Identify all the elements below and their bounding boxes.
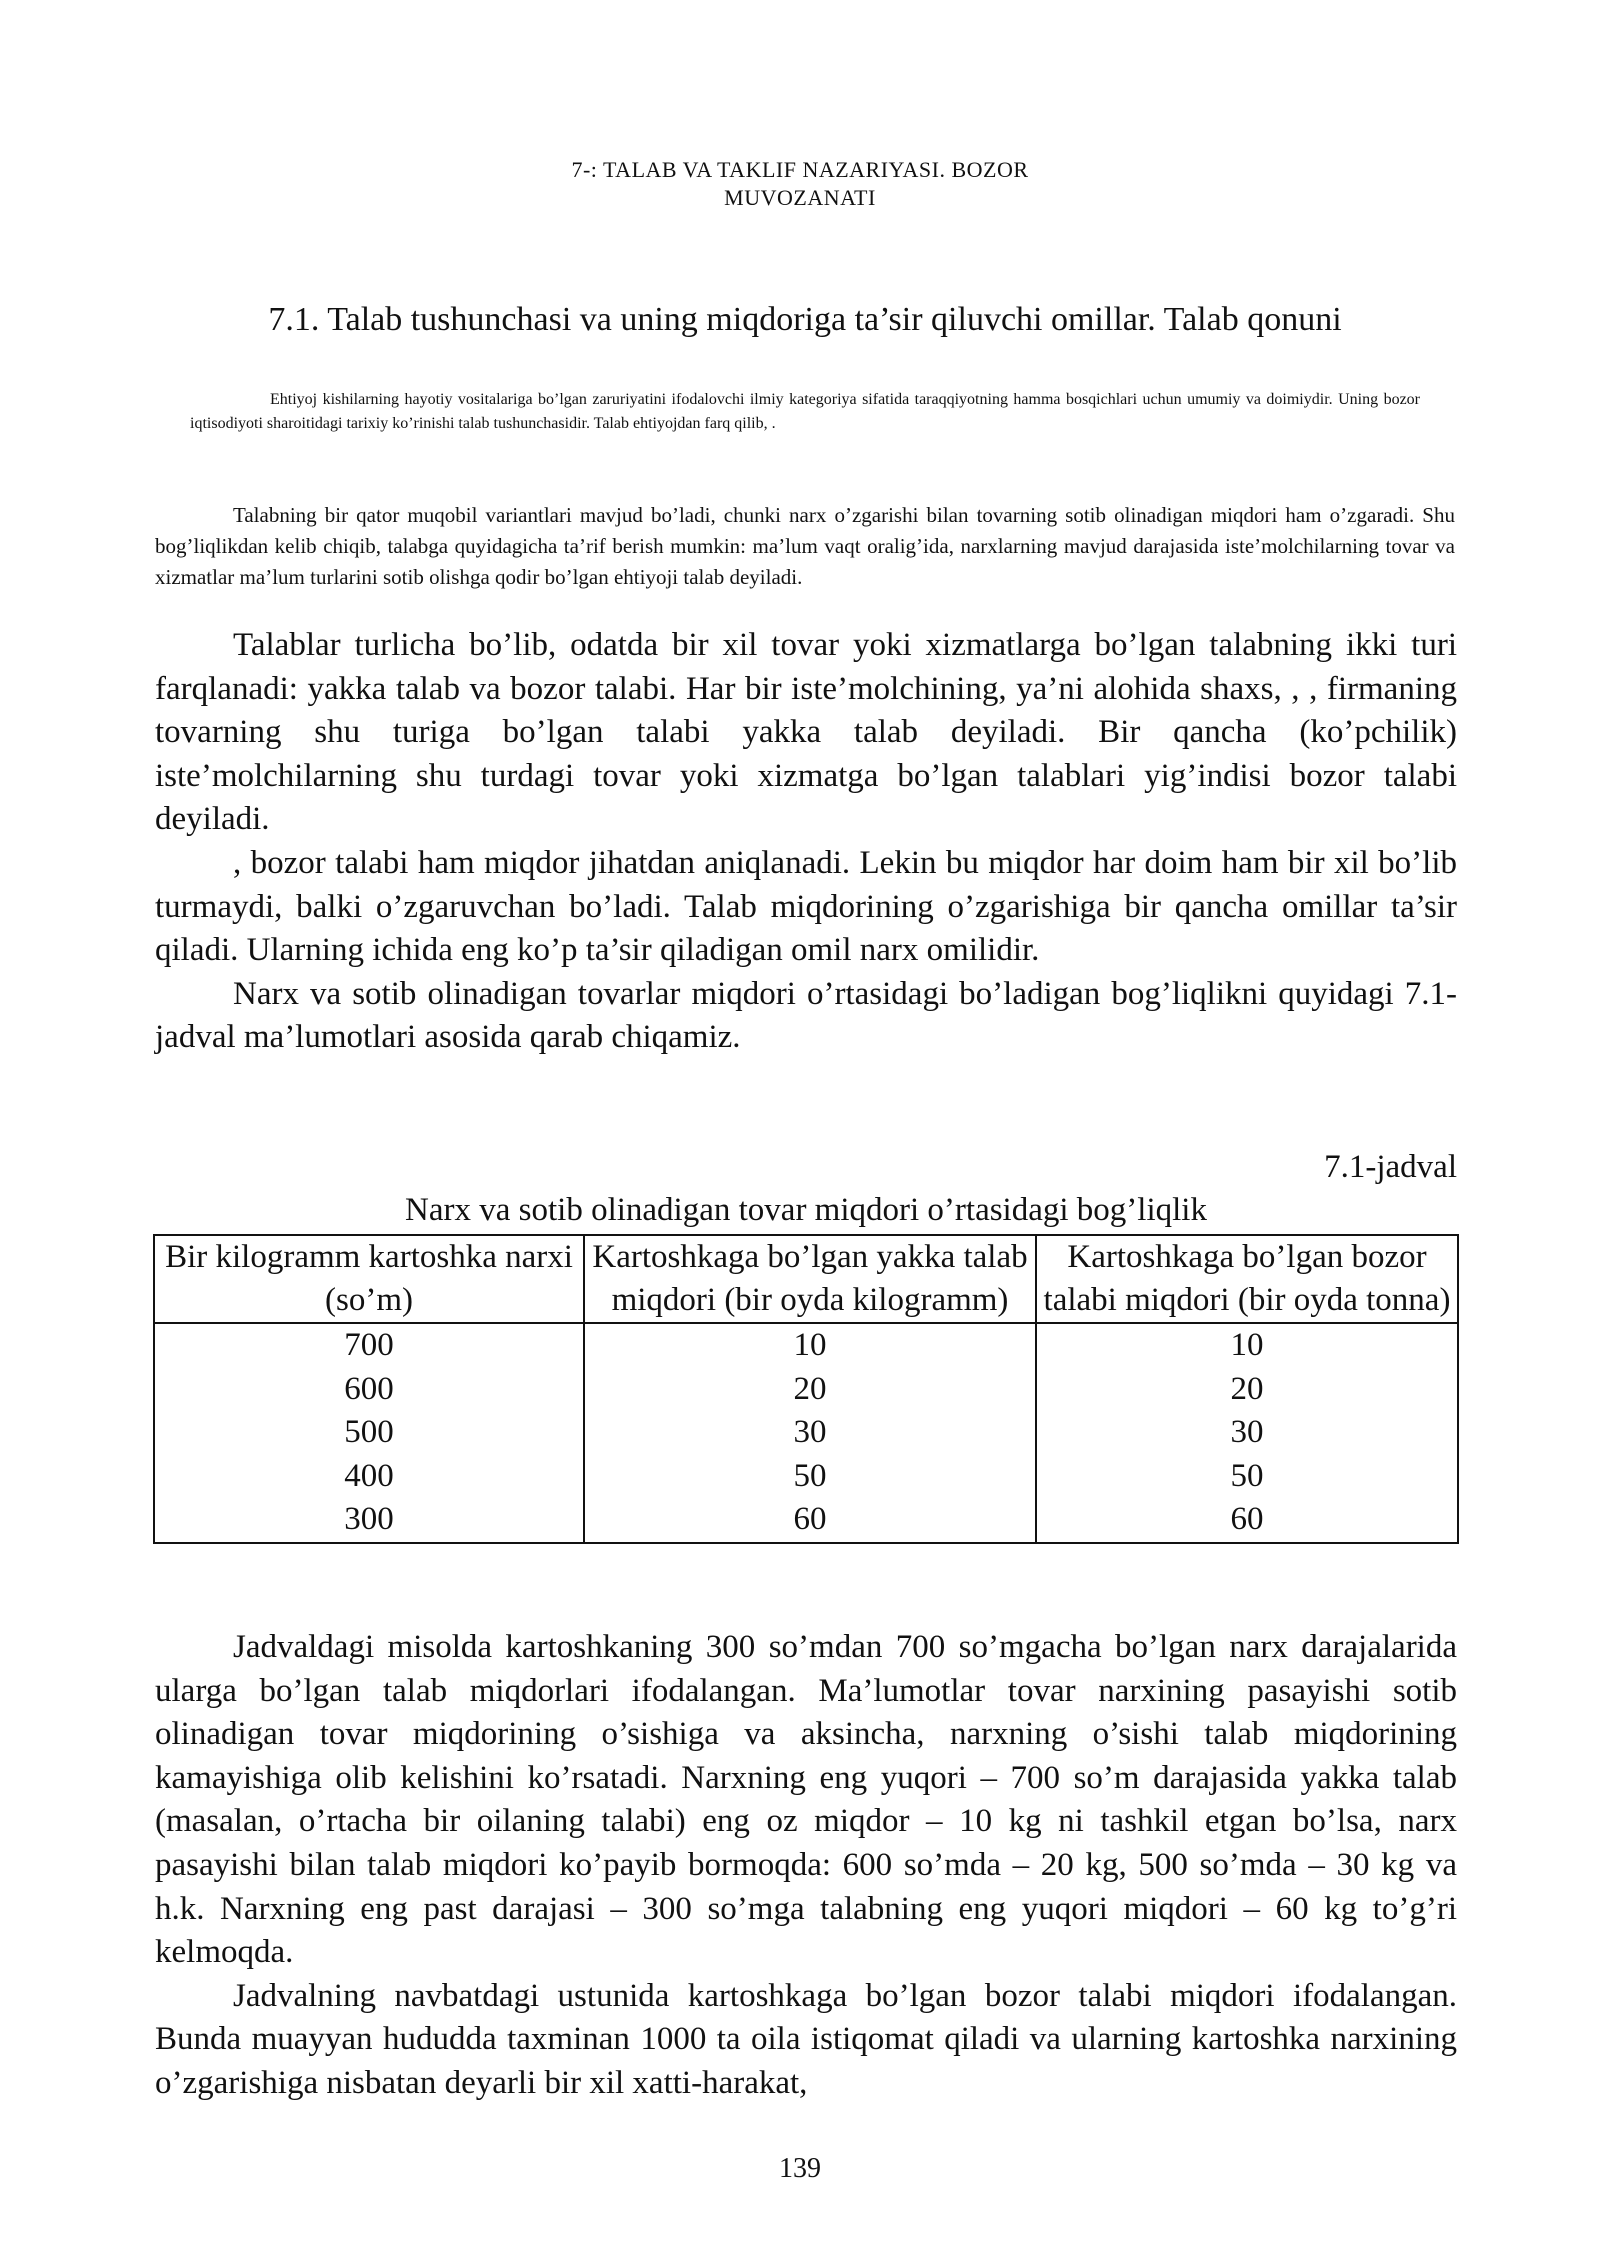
table-cell-market: 20 bbox=[1036, 1368, 1458, 1412]
medium-paragraph-text: Talabning bir qator muqobil variantlari mavjud bo’ladi, chunki narx o’zgarishi bilan tovarning sotib olinadigan miqdori ham o’zgaradi. Shu bog’liqlikdan kelib chiqib, talabga quyidagicha ta’rif berish mumkin: ma’lum vaqt oralig’ida, narxlarning mavjud darajasida iste’molchilarning tovar va xizmatlar ma’lum turlarini sotib olishga qodir bo’lgan ehtiyoji talab deyiladi. bbox=[155, 503, 1455, 589]
table-cell-individual: 60 bbox=[584, 1498, 1036, 1543]
table-cell-market: 60 bbox=[1036, 1498, 1458, 1543]
table-row bbox=[154, 1455, 1458, 1499]
table-header-row bbox=[154, 1235, 1458, 1323]
table-cell-price: 600 bbox=[154, 1368, 584, 1412]
table-row bbox=[154, 1498, 1458, 1543]
table-header-market-demand: Kartoshkaga bo’lgan bozor talabi miqdori (bir oyda tonna) bbox=[1036, 1235, 1458, 1323]
page-number: 139 bbox=[779, 2153, 821, 2184]
table-cell-price: 500 bbox=[154, 1411, 584, 1455]
table-title: Narx va sotib olinadigan tovar miqdori o’rtasidagi bog’liqlik bbox=[405, 1192, 1207, 1228]
table-cell-individual: 20 bbox=[584, 1368, 1036, 1412]
table-cell-price: 400 bbox=[154, 1455, 584, 1499]
table-cell-market: 30 bbox=[1036, 1411, 1458, 1455]
table-row bbox=[154, 1411, 1458, 1455]
body-text-top bbox=[155, 624, 1457, 1060]
table-row bbox=[154, 1368, 1458, 1412]
table-cell-market: 50 bbox=[1036, 1455, 1458, 1499]
table-cell-price: 300 bbox=[154, 1498, 584, 1543]
running-header-line-1: 7-: TALAB VA TAKLIF NAZARIYASI. BOZOR bbox=[571, 157, 1029, 182]
section-title: 7.1. Talab tushunchasi va uning miqdoriga ta’sir qiluvchi omillar. Talab qonuni bbox=[268, 301, 1342, 338]
table-label: 7.1-jadval bbox=[1324, 1149, 1457, 1185]
running-header-line-2: MUVOZANATI bbox=[724, 185, 876, 210]
table-cell-individual: 10 bbox=[584, 1323, 1036, 1368]
paragraph: Jadvalning navbatdagi ustunida kartoshkaga bo’lgan bozor talabi miqdori ifodalangan. Bunda muayyan hududda taxminan 1000 ta oila istiqomat qiladi va ularning kartoshka narxining o’zgarishiga nisbatan deyarli bir xil xatti-harakat, bbox=[155, 1977, 1457, 2101]
paragraph: , bozor talabi ham miqdor jihatdan aniqlanadi. Lekin bu miqdor har doim ham bir xil bo’lib turmaydi, balki o’zgaruvchan bo’ladi. Talab miqdorining o’zgarishiga bir qancha omillar ta’sir qiladi. Ularning ichida eng ko’p ta’sir qiladigan omil narx omilidir. bbox=[155, 844, 1457, 969]
small-paragraph bbox=[190, 388, 1420, 436]
paragraph: Talablar turlicha bo’lib, odatda bir xil tovar yoki xizmatlarga bo’lgan talabning ikki turi farqlanadi: yakka talab va bozor talabi. Har bir iste’molchining, ya’ni alohida shaxs, , , firmaning tovarning shu turiga bo’lgan talabi yakka talab deyiladi. Bir qancha (ko’pchilik) iste’molchilarning shu turdagi tovar yoki xizmatga bo’lgan talablari yig’indisi bozor talabi deyiladi. bbox=[155, 627, 1457, 838]
table-cell-individual: 30 bbox=[584, 1411, 1036, 1455]
body-text-bottom bbox=[155, 1626, 1457, 2106]
running-header bbox=[0, 156, 1600, 212]
table-cell-price: 700 bbox=[154, 1323, 584, 1368]
paragraph: Narx va sotib olinadigan tovarlar miqdori o’rtasidagi bo’ladigan bog’liqlikni quyidagi 7.1-jadval ma’lumotlari asosida qarab chiqamiz. bbox=[155, 975, 1457, 1056]
small-paragraph-text: Ehtiyoj kishilarning hayotiy vositalariga bo’lgan zaruriyatini ifodalovchi ilmiy kategoriya sifatida taraqqiyotning hamma bosqichlari uchun umumiy va doimiydir. Uning bozor iqtisodiyoti sharoitidagi tarixiy ko’rinishi talab tushunchasidir. Talab ehtiyojdan farq qilib, . bbox=[190, 391, 1420, 432]
table-header-individual-demand: Kartoshkaga bo’lgan yakka talab miqdori (bir oyda kilogramm) bbox=[584, 1235, 1036, 1323]
table-row bbox=[154, 1323, 1458, 1368]
demand-table bbox=[153, 1234, 1459, 1544]
table-header-price: Bir kilogramm kartoshka narxi (so’m) bbox=[154, 1235, 584, 1323]
medium-paragraph bbox=[155, 500, 1455, 593]
table-cell-market: 10 bbox=[1036, 1323, 1458, 1368]
paragraph: Jadvaldagi misolda kartoshkaning 300 so’mdan 700 so’mgacha bo’lgan narx darajalarida ularga bo’lgan talab miqdorlari ifodalangan. Ma’lumotlar tovar narxining pasayishi sotib olinadigan tovar miqdorining o’sishiga va aksincha, narxning o’sishi talab miqdorining kamayishiga olib kelishini ko’rsatadi. Narxning eng yuqori – 700 so’m darajasida yakka talab (masalan, o’rtacha bir oilaning talabi) eng oz miqdor – 10 kg ni tashkil etgan bo’lsa, narx pasayishi bilan talab miqdori ko’payib bormoqda: 600 so’mda – 20 kg, 500 so’mda – 30 kg va h.k. Narxning eng past darajasi – 300 so’mga talabning eng yuqori miqdori – 60 kg to’g’ri kelmoqda. bbox=[155, 1629, 1457, 1971]
table-cell-individual: 50 bbox=[584, 1455, 1036, 1499]
